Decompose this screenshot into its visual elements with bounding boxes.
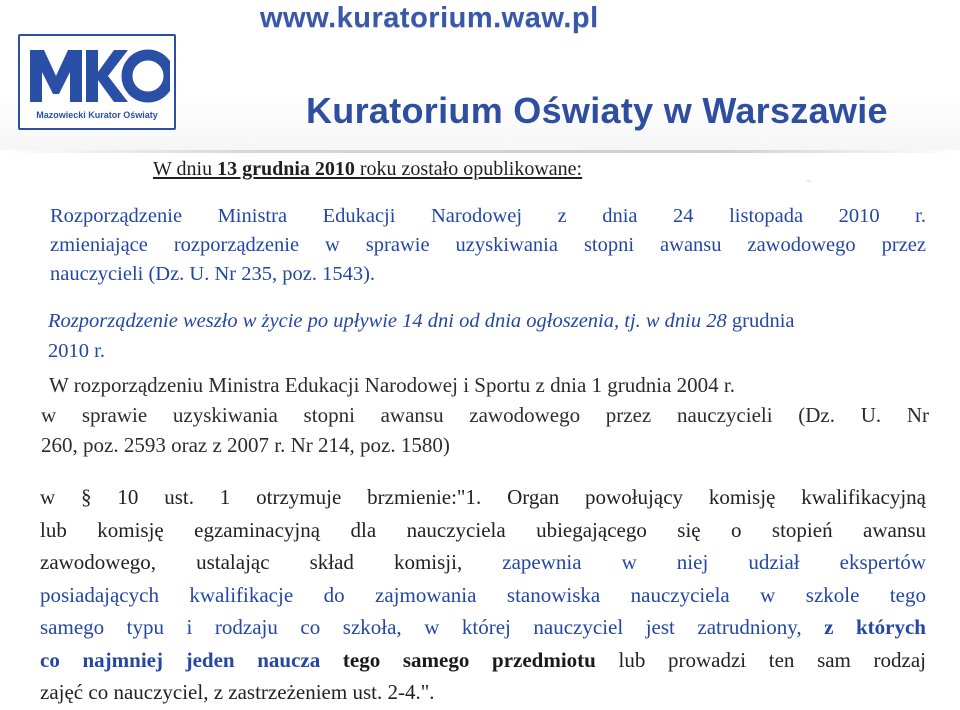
publication-date: 13 grudnia 2010 [217, 158, 355, 180]
header-banner [0, 0, 960, 150]
header-divider [0, 150, 960, 153]
regulation-line-2: zmieniające rozporządzenie w sprawie uzyskiwania stopni awansu zawodowego przez [50, 234, 926, 256]
effective-line-2: 2010 r. [48, 340, 105, 362]
reference-line-1: W rozporządzeniu Ministra Edukacji Narodowej i Sportu z dnia 1 grudnia 2004 r. [49, 373, 736, 397]
effective-italic: Rozporządzenie weszło w życie po upływie 14 dni od dnia ogłoszenia, tj. w dniu 28 [48, 310, 727, 332]
amended-regulation-reference [41, 370, 929, 460]
emphasis-same-subject: tego samego przedmiotu [320, 647, 596, 672]
publication-intro [153, 158, 582, 181]
quote-line-1: w § 10 ust. 1 otrzymuje brzmienie:"1. Organ powołujący komisję kwalifikacyjną [40, 485, 926, 509]
regulation-title [50, 202, 926, 289]
quote-line-5: samego typu i rodzaju co szkoła, w której nauczyciel jest zatrudniony, z których [40, 615, 926, 639]
site-url[interactable]: www.kuratorium.waw.pl [260, 2, 599, 34]
effective-date-note [48, 306, 928, 366]
quote-line-3: zawodowego, ustalając skład komisji, zapewnia w niej udział ekspertów [40, 550, 926, 574]
mko-logo-icon [24, 40, 170, 110]
logo-caption: Mazowiecki Kurator Oświaty [36, 110, 158, 120]
decorative-mark: ~ [806, 176, 812, 186]
reference-line-2: w sprawie uzyskiwania stopni awansu zawodowego przez nauczycieli (Dz. U. Nr [41, 403, 929, 427]
quote-line-4: posiadających kwalifikacje do zajmowania stanowiska nauczyciela w szkole tego [40, 582, 926, 607]
institution-title: Kuratorium Oświaty w Warszawie [306, 90, 888, 131]
regulation-line-1: Rozporządzenie Ministra Edukacji Narodowej z dnia 24 listopada 2010 r. [50, 205, 926, 227]
emphasis-at-least-one: co najmniej jeden naucza [40, 647, 321, 672]
quote-line-2: lub komisję egzaminacyjną dla nauczyciela ubiegającego się o stopień awansu [40, 517, 926, 542]
amended-paragraph-quote [40, 481, 926, 709]
effective-regular: grudnia [726, 310, 795, 332]
quote-line-6: co najmniej jeden naucza tego samego przedmiotu lub prowadzi ten sam rodzaj [40, 647, 927, 672]
emphasis-which: z których [824, 615, 926, 639]
quote-line-7: zajęć co nauczyciel, z zastrzeżeniem ust. 2-4.". [40, 680, 435, 704]
reference-line-3: 260, poz. 2593 oraz z 2007 r. Nr 214, poz. 1580) [41, 433, 450, 457]
experts-clause: zapewnia w niej udział ekspertów [502, 550, 926, 574]
regulation-line-3: nauczycieli (Dz. U. Nr 235, poz. 1543). [50, 263, 376, 285]
mko-logo [18, 34, 176, 130]
intro-text: W dniu 13 grudnia 2010 roku zostało opublikowane: [153, 158, 583, 180]
